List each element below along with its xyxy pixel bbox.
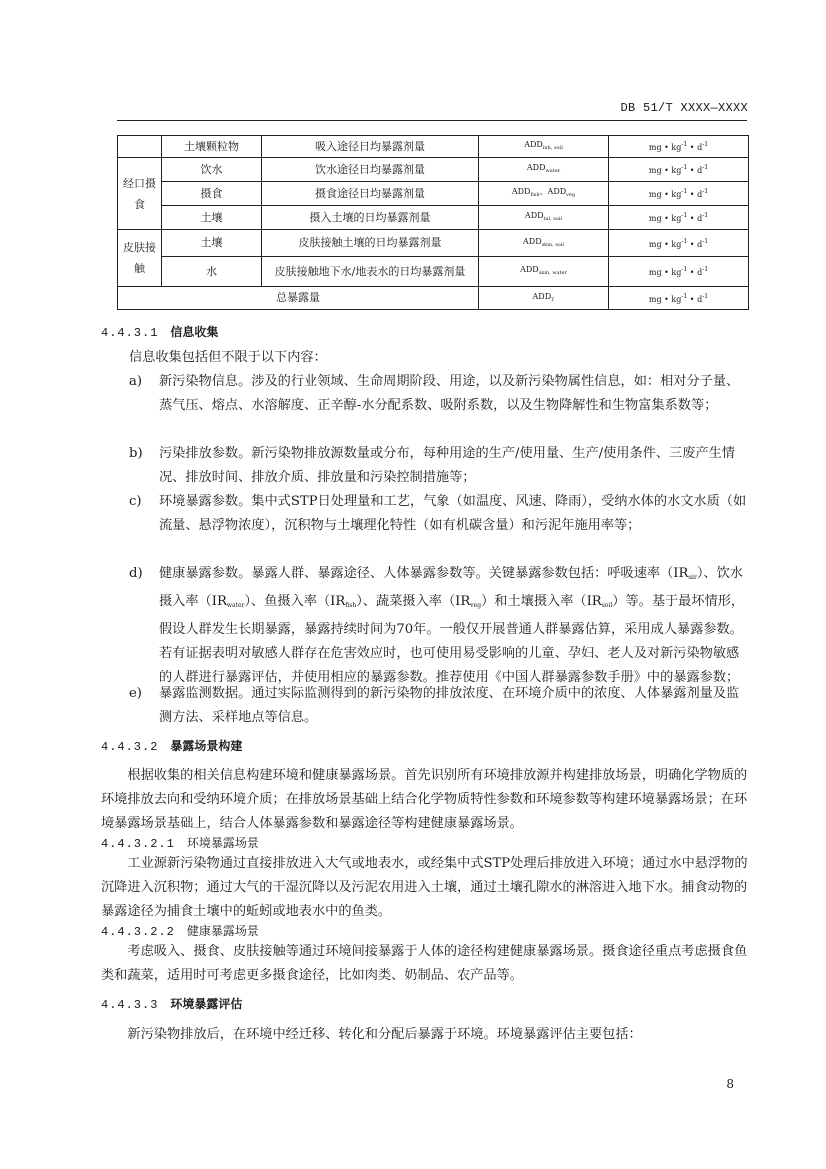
list-item [129, 562, 749, 690]
table-row [118, 136, 749, 158]
table-cell-blank [118, 136, 162, 158]
table-cell-symbol: $ADD_{tal, soil}$ [479, 206, 609, 230]
table-cell-medium: 土壤 [162, 230, 262, 257]
section-heading-env-assessment [101, 995, 242, 1012]
section-number: 4.4.3.3 [101, 998, 159, 1012]
table-cell-description: 皮肤接触地下水/地表水的日均暴露剂量 [262, 257, 479, 287]
paragraph: 根据收集的相关信息构建环境和健康暴露场景。首先识别所有环境排放源并构建排放场景，明确化学物质的环境排放去向和受纳环境介质；在排放场景基础上结合化学物质特性参数和环境参数等构建环境暴露场景；在环境暴露场景基础上，结合人体暴露参数和暴露途径等构建健康暴露场景。 [101, 768, 748, 831]
subsection-heading-health [101, 922, 259, 939]
exposure-dose-table [117, 135, 749, 310]
table-cell-unit: mg • $kg^{-1}$ • $d^{-1}$ [609, 206, 749, 230]
list-text: 污染排放参数。新污染物排放源数量或分布，每种用途的生产/使用量、生产/使用条件、三废产生情况、排放时间、排放介质、排放量和污染控制措施等； [159, 446, 735, 485]
table-cell-medium: 土壤颗粒物 [162, 136, 262, 158]
table-cell-unit: mg • $kg^{-1}$ • $d^{-1}$ [609, 158, 749, 182]
list-item [129, 370, 749, 418]
table-cell-symbol: $ADD_{skin, soil}$ [479, 230, 609, 257]
paragraph: 考虑吸入、摄食、皮肤接触等通过环境间接暴露于人体的途径构建健康暴露场景。摄食途径重点考虑摄食鱼类和蔬菜，适用时可考虑更多摄食途径，比如肉类、奶制品、农产品等。 [101, 944, 748, 983]
list-marker: a) [129, 374, 143, 389]
table-cell-unit: mg • $kg^{-1}$ • $d^{-1}$ [609, 257, 749, 287]
table-cell-symbol: $ADD_{fish}$、$ADD_{veg}$ [479, 182, 609, 206]
table-row [118, 206, 749, 230]
table-cell-medium: 饮水 [162, 158, 262, 182]
paragraph: 工业源新污染物通过直接排放进入大气或地表水，或经集中式STP处理后排放进入环境；通过水中悬浮物的沉降进入沉积物；通过大气的干湿沉降以及污泥农用进入土壤，通过土壤孔隙水的淋溶进入地下水。捕食动物的暴露途径为捕食土壤中的蚯蚓或地表水中的鱼类。 [101, 856, 748, 919]
document-code: DB 51/T XXXX—XXXX [620, 101, 748, 115]
section-title: 环境暴露场景 [186, 836, 259, 850]
subsection-heading-environment [101, 834, 259, 851]
table-cell-unit: mg • $kg^{-1}$ • $d^{-1}$ [609, 136, 749, 158]
table-row-total [118, 287, 749, 310]
table-cell-description: 饮水途径日均暴露剂量 [262, 158, 479, 182]
table-cell-unit: mg • $kg^{-1}$ • $d^{-1}$ [609, 182, 749, 206]
section-number: 4.4.3.2.1 [101, 837, 175, 851]
table-group-dermal: 皮肤接触 [118, 230, 162, 287]
list-marker: e) [129, 686, 142, 701]
section-title: 信息收集 [170, 325, 219, 339]
list-text: 暴露监测数据。通过实际监测得到的新污染物的排放浓度、在环境介质中的浓度、人体暴露剂量及监测方法、采样地点等信息。 [159, 686, 740, 725]
table-cell-description: 摄食途径日均暴露剂量 [262, 182, 479, 206]
table-cell-medium: 水 [162, 257, 262, 287]
table-row [118, 158, 749, 182]
section-title: 健康暴露场景 [186, 924, 259, 938]
table-cell-medium: 摄食 [162, 182, 262, 206]
table-row [118, 182, 749, 206]
section-title: 暴露场景构建 [170, 739, 243, 753]
table-cell-description: 皮肤接触土壤的日均暴露剂量 [262, 230, 479, 257]
list-text: 健康暴露参数。暴露人群、暴露途径、人体暴露参数等。关键暴露参数包括：呼吸速率$(IR_{air})$、饮水摄入率$(IR_{water})$、鱼摄入率$(IR_{fish})$、蔬菜摄入率$(IR_{veg})$和土壤摄入率$(IR_{soil})$等。基于最坏情形，假设人群发生长期暴露，暴露持续时间为70年。一般仅开展普通人群暴露估算，采用成人暴露参数。若有证据表明对敏感人群存在危害效应时，也可使用易受影响的儿童、孕妇、老人及对新污染物敏感的人群进行暴露评估，并使用相应的暴露参数。推荐使用《中国人群暴露参数手册》中的暴露参数； [159, 566, 745, 685]
section-heading-info-collection [101, 323, 218, 340]
paragraph: 信息收集包括但不限于以下内容： [129, 350, 327, 365]
list-text: 环境暴露参数。集中式STP日处理量和工艺，气象（如温度、风速、降雨），受纳水体的水文水质（如流量、悬浮物浓度），沉积物与土壤理化特性（如有机碳含量）和污泥年施用率等； [159, 494, 747, 533]
list-item [129, 442, 749, 490]
list-marker: b) [129, 446, 143, 461]
table-group-oral: 经口摄食 [118, 158, 162, 230]
table-cell-unit: mg • $kg^{-1}$ • $d^{-1}$ [609, 230, 749, 257]
section-number: 4.4.3.2 [101, 740, 159, 754]
table-cell-medium: 土壤 [162, 206, 262, 230]
table-cell-symbol: $ADD_{skin, water}$ [479, 257, 609, 287]
table-cell-symbol: $ADD_{water}$ [479, 158, 609, 182]
list-marker: c) [129, 494, 142, 509]
section-number: 4.4.3.1 [101, 326, 159, 340]
paragraph: 新污染物排放后，在环境中经迁移、转化和分配后暴露于环境。环境暴露评估主要包括： [127, 1027, 642, 1042]
header-rule [117, 120, 747, 121]
table-cell-symbol: $ADD_{inh, soil}$ [479, 136, 609, 158]
section-heading-scenario [101, 737, 242, 754]
table-cell-description: 总暴露量 [118, 287, 479, 310]
list-item [129, 682, 749, 730]
table-cell-description: 吸入途径日均暴露剂量 [262, 136, 479, 158]
table-row [118, 257, 749, 287]
list-marker: d) [129, 566, 143, 581]
section-title: 环境暴露评估 [170, 997, 243, 1011]
page-number: 8 [726, 1077, 734, 1091]
table-row [118, 230, 749, 257]
list-item [129, 490, 749, 538]
table-cell-symbol: $ADD_T$ [479, 287, 609, 310]
list-text: 新污染物信息。涉及的行业领域、生命周期阶段、用途，以及新污染物属性信息，如：相对分子量、蒸气压、熔点、水溶解度、正辛醇-水分配系数、吸附系数，以及生物降解性和生物富集系数等； [159, 374, 740, 413]
table-cell-unit: mg • $kg^{-1}$ • $d^{-1}$ [609, 287, 749, 310]
table-cell-description: 摄入土壤的日均暴露剂量 [262, 206, 479, 230]
section-number: 4.4.3.2.2 [101, 925, 175, 939]
